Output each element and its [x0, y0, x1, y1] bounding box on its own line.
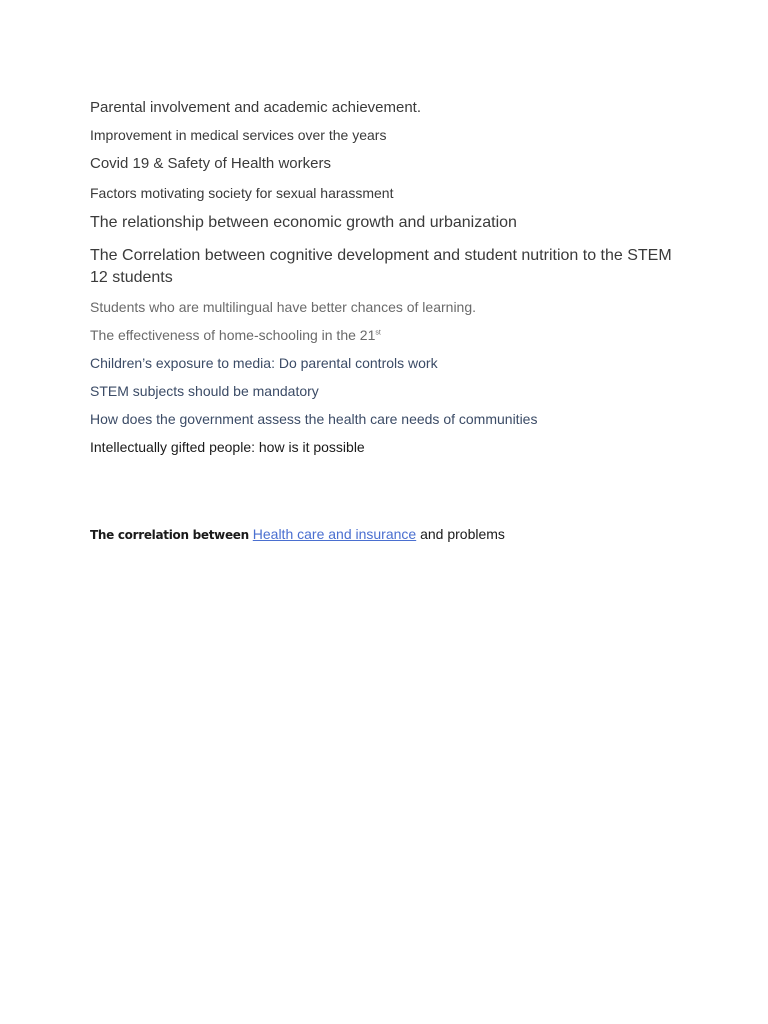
topic-line-7: Students who are multilingual have better chances of learning. — [90, 299, 477, 315]
topic-line-1: Parental involvement and academic achievement. — [90, 99, 422, 116]
topic-line-11: How does the government assess the health care needs of communities — [90, 411, 538, 427]
topic-line-8-text: The effectiveness of home-schooling in the 21 — [90, 327, 376, 343]
topic-line-2: Improvement in medical services over the years — [90, 127, 387, 143]
topic-line-4: Factors motivating society for sexual harassment — [90, 185, 394, 201]
topic-line-8 — [90, 327, 381, 344]
topic-line-6: The Correlation between cognitive development and student nutrition to the STEM 12 students — [90, 247, 672, 286]
topic-line-10: STEM subjects should be mandatory — [90, 383, 319, 399]
topic-line-12: Intellectually gifted people: how is it possible — [90, 439, 365, 455]
topic-line-3: Covid 19 & Safety of Health workers — [90, 155, 331, 172]
final-topic-line — [90, 526, 505, 543]
topic-line-5: The relationship between economic growth and urbanization — [90, 214, 517, 231]
final-line-tail-text: and problems — [416, 526, 505, 542]
final-line-bold-text: The correlation between — [90, 528, 249, 542]
topic-line-9: Children’s exposure to media: Do parental controls work — [90, 355, 438, 371]
health-care-insurance-link[interactable]: Health care and insurance — [252, 526, 417, 542]
topic-line-8-superscript: st — [375, 329, 381, 337]
